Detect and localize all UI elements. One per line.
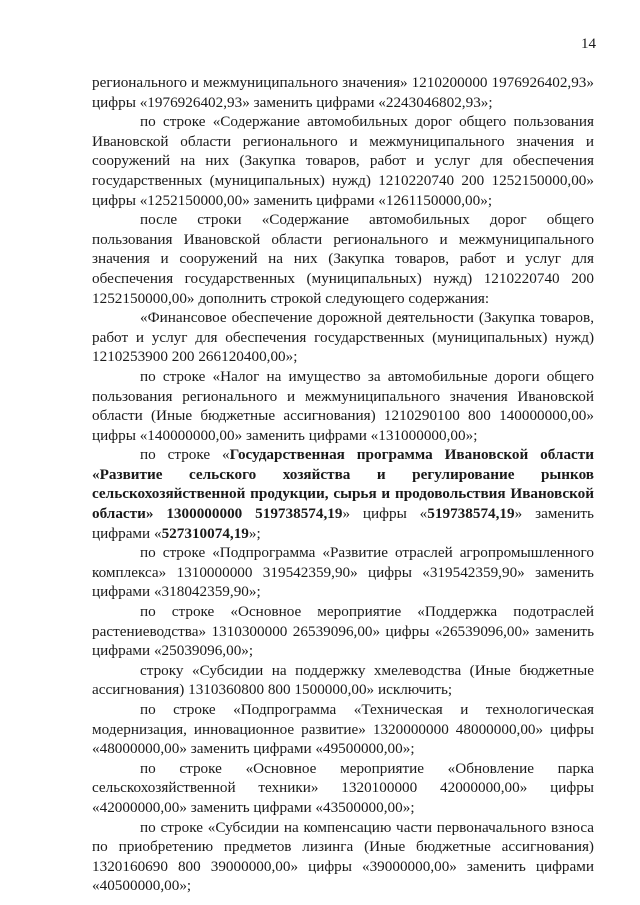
page-number: 14 (581, 36, 596, 52)
paragraph: после строки «Содержание автомобильных дорог общего пользования Ивановской области регионального и межмуниципального значения и сооружений на них (Закупка товаров, работ и услуг для обеспечения государственных (муниципальных) нужд) 1210220740 200 1252150000,00» дополнить строкой следующего содержания: (92, 211, 594, 307)
text-run: »; (248, 524, 261, 542)
bold-new-value: 527310074,19 (161, 524, 249, 542)
paragraph: регионального и межмуниципального значения» 1210200000 1976926402,93» цифры «1976926402,93» заменить цифрами «2243046802,93»; (92, 74, 594, 111)
paragraph: по строке «Подпрограмма «Развитие отраслей агропромышленного комплекса» 1310000000 319542359,90» цифры «319542359,90» заменить цифрами «318042359,90»; (92, 544, 594, 601)
bold-old-value: 519738574,19 (427, 505, 515, 523)
text-run: » цифры « (342, 505, 428, 523)
paragraph: строку «Субсидии на поддержку хмелеводства (Иные бюджетные ассигнования) 1310360800 800 1500000,00» исключить; (92, 661, 594, 699)
text-run: по строке « (140, 446, 230, 464)
paragraph: по строке «Основное мероприятие «Обновление парка сельскохозяйственной техники» 1320100000 42000000,00» цифры «42000000,00» заменить цифрами «43500000,00»; (92, 759, 594, 816)
paragraph: по строке «Содержание автомобильных дорог общего пользования Ивановской области регионального и межмуниципального значения и сооружений на них (Закупка товаров, работ и услуг для обеспечения государственных (муниципальных) нужд) 1210220740 200 1252150000,00» цифры «1252150000,00» заменить цифрами «1261150000,00»; (92, 113, 594, 209)
paragraph: по строке «Субсидии на компенсацию части первоначального взноса по приобретению предметов лизинга (Иные бюджетные ассигнования) 1320160690 800 39000000,00» цифры «39000000,00» заменить цифрами «40500000,00»; (92, 818, 594, 895)
document-body (92, 73, 594, 896)
text-run: » заменить цифрами « (92, 505, 594, 542)
paragraph: по строке «Налог на имущество за автомобильные дороги общего пользования регионального и межмуниципального значения Ивановской области (Иные бюджетные ассигнования) 1210290100 800 140000000,00» цифры «140000000,00» заменить цифрами «131000000,00»; (92, 367, 594, 444)
paragraph: «Финансовое обеспечение дорожной деятельности (Закупка товаров, работ и услуг для обеспечения государственных (муниципальных) нужд) 1210253900 200 266120400,00»; (92, 309, 594, 366)
paragraph: по строке «Основное мероприятие «Поддержка подотраслей растениеводства» 1310300000 26539096,00» цифры «26539096,00» заменить цифрами «25039096,00»; (92, 603, 594, 660)
paragraph: по строке «Подпрограмма «Техническая и технологическая модернизация, инновационное развитие» 1320000000 48000000,00» цифры «48000000,00» заменить цифрами «49500000,00»; (92, 701, 594, 758)
bold-program-title: Государственная программа Ивановской области «Развитие сельского хозяйства и регулирование рынков сельскохозяйственной продукции, сырья и продовольствия Ивановской области» 1300000000 519738574,19 (92, 446, 594, 523)
paragraph-program (92, 445, 594, 543)
